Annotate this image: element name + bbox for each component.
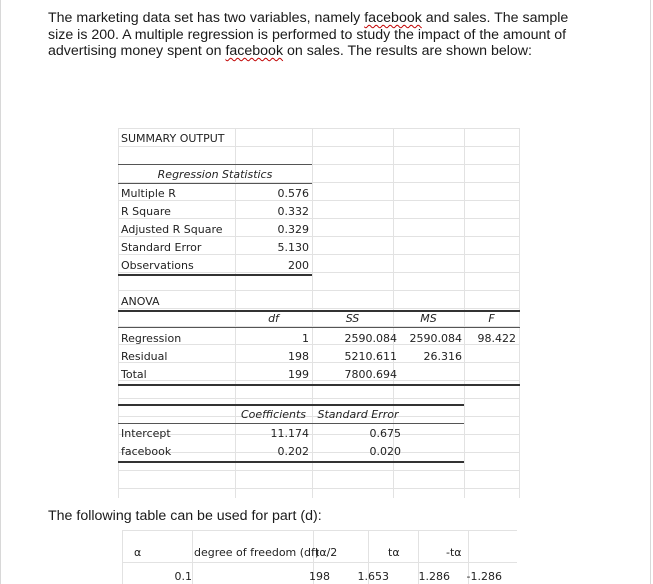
coef-row-label: Intercept [121,427,171,440]
coef-value: 0.202 [277,445,309,458]
coef-se: 0.675 [369,427,401,440]
anova-ms: 2590.084 [409,332,462,345]
anova-ms: 26.316 [423,350,462,363]
anova-df: 1 [302,332,309,345]
anova-header-f: F [488,312,495,325]
stat-label: Adjusted R Square [121,223,223,236]
alpha-header: α [134,546,142,559]
summary-title: SUMMARY OUTPUT [121,132,225,145]
dof-value: 198 [309,570,330,583]
anova-df: 198 [288,350,309,363]
spreadsheet-output [118,128,520,498]
coef-header-coefficients: Coefficients [240,408,307,421]
anova-row-label: Residual [121,350,168,363]
anova-title: ANOVA [121,295,160,308]
stat-label: Standard Error [121,241,202,254]
t-alpha-header: tα [388,546,400,559]
t-alpha-value: 1.286 [418,570,450,583]
anova-row-label: Total [121,368,147,381]
stat-value: 5.130 [277,241,309,254]
stat-label: R Square [121,205,171,218]
stat-value: 200 [288,259,309,272]
anova-ss: 5210.611 [344,350,397,363]
anova-header-ss: SS [345,312,360,325]
regression-statistics-header: Regression Statistics [157,168,273,181]
stat-value: 0.332 [277,205,309,218]
coef-value: 11.174 [270,427,309,440]
dof-header: degree of freedom (df) [194,546,320,559]
stat-value: 0.329 [277,223,309,236]
coef-se: 0.020 [369,445,401,458]
part-d-text: The following table can be used for part (d): [48,508,322,524]
intro-paragraph [48,10,608,60]
coef-row-label: facebook [121,445,172,458]
coef-header-standard-error: Standard Error [317,408,399,421]
intro-line-3: advertising money spent on facebook on sales. The results are shown below: [48,43,532,59]
alpha-value: 0.1 [174,570,192,583]
stat-label: Multiple R [121,187,176,200]
anova-row-label: Regression [121,332,182,345]
anova-f: 98.422 [477,332,516,345]
neg-t-alpha-header: -tα [446,546,462,559]
t-value-table [122,530,517,584]
intro-line-2: size is 200. A multiple regression is performed to study the impact of the amount of [48,26,567,43]
anova-df: 199 [288,368,309,381]
anova-header-df: df [268,312,279,325]
anova-ss: 7800.694 [344,368,397,381]
stat-label: Observations [121,259,194,272]
spellcheck-word: facebook [364,10,422,26]
t-alpha-half-value: 1.653 [357,570,389,583]
neg-t-alpha-value: -1.286 [466,570,502,583]
stat-value: 0.576 [277,187,309,200]
spellcheck-word: facebook [225,43,284,59]
t-alpha-half-header: tα/2 [315,546,338,559]
anova-header-ms: MS [420,312,437,325]
intro-line-1: The marketing data set has two variables, namely facebook and sales. The sample [48,10,569,26]
anova-ss: 2590.084 [344,332,397,345]
